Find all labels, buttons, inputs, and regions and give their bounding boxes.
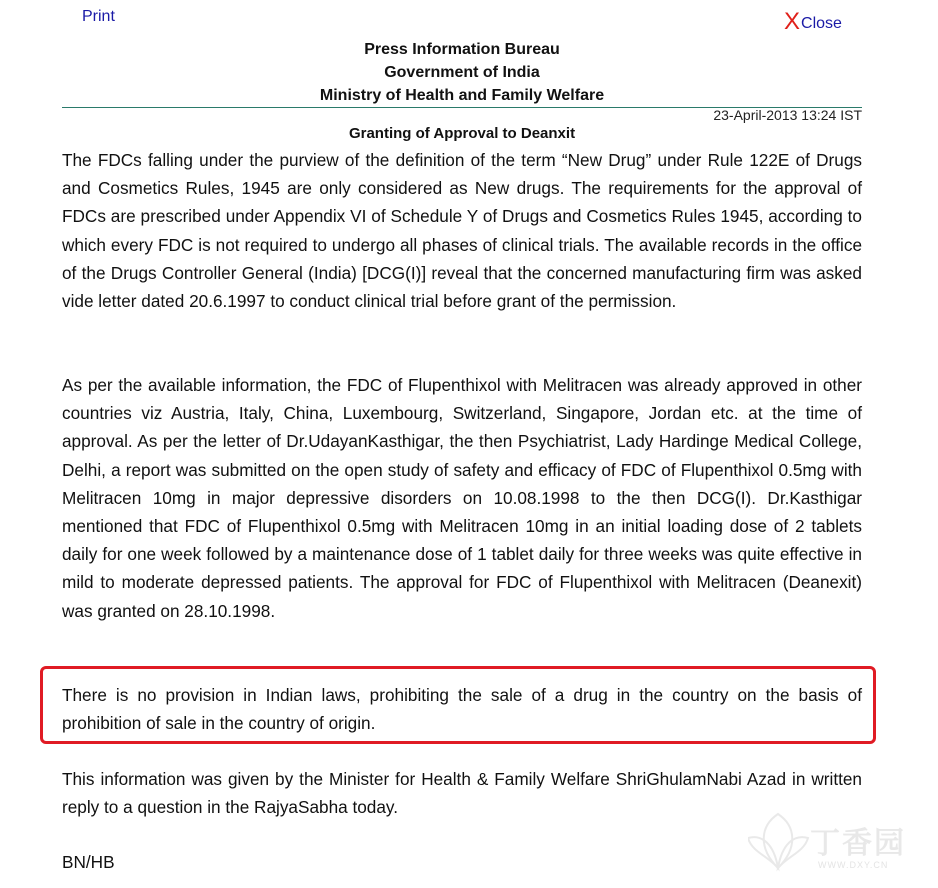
paragraph-minister-reply: This information was given by the Minister for Health & Family Welfare ShriGhulamNabi Azad in written reply to a question in the RajyaSabha today. (62, 769, 862, 818)
paragraph-fdc-new-drug: The FDCs falling under the purview of the definition of the term “New Drug” under Rule 122E of Drugs and Cosmetics Rules, 1945 are only considered as New drugs. The requirements for the approval of FDCs are prescribed under Appendix VI of Schedule Y of Drugs and Cosmetics Rules 1945, according to which every FDC is not required to undergo all phases of clinical trials. The available records in the office of the Drugs Controller General (India) [DCG(I)] reveal that the concerned manufacturing firm was asked vide letter dated 20.6.1997 to conduct clinical trial before grant of the permission. (62, 150, 862, 312)
paragraph-approval-history: As per the available information, the FDC of Flupenthixol with Melitracen was already approved in other countries viz Austria, Italy, China, Luxembourg, Switzerland, Singapore, Jordan etc. at the time of approval. As per the letter of Dr.UdayanKasthigar, the then Psychiatrist, Lady Hardinge Medical College, Delhi, a report was submitted on the open study of safety and efficacy of FDC of Flupenthixol 0.5mg with Melitracen 10mg in major depressive disorders on 10.08.1998 to the then DCG(I). Dr.Kasthigar mentioned that FDC of Flupenthixol 0.5mg with Melitracen 10mg in an initial loading dose of 2 tablets daily for one week followed by a maintenance dose of 1 tablet daily for three weeks was quite effective in mild to moderate depressed patients. The approval for FDC of Flupenthixol with Melitracen (Deanexit) was granted on 28.10.1998. (62, 375, 862, 621)
watermark-url: WWW.DXY.CN (818, 860, 889, 870)
close-button[interactable] (784, 10, 842, 34)
paragraph-highlighted-provision: There is no provision in Indian laws, prohibiting the sale of a drug in the country on the basis of prohibition of sale in the country of origin. (62, 685, 862, 734)
print-link[interactable]: Print (82, 8, 115, 25)
header-bureau: Press Information Bureau (364, 41, 560, 58)
header-government: Government of India (384, 64, 540, 81)
press-release-header (62, 38, 862, 107)
paragraph-signoff: BN/HB (62, 852, 115, 872)
watermark-text: 丁香园 (810, 827, 906, 860)
close-label[interactable]: Close (801, 15, 842, 32)
header-ministry: Ministry of Health and Family Welfare (319, 87, 605, 104)
release-title: Granting of Approval to Deanxit (348, 125, 576, 142)
close-icon[interactable]: X (784, 8, 801, 35)
release-date: 23-April-2013 13:24 IST (713, 107, 862, 123)
